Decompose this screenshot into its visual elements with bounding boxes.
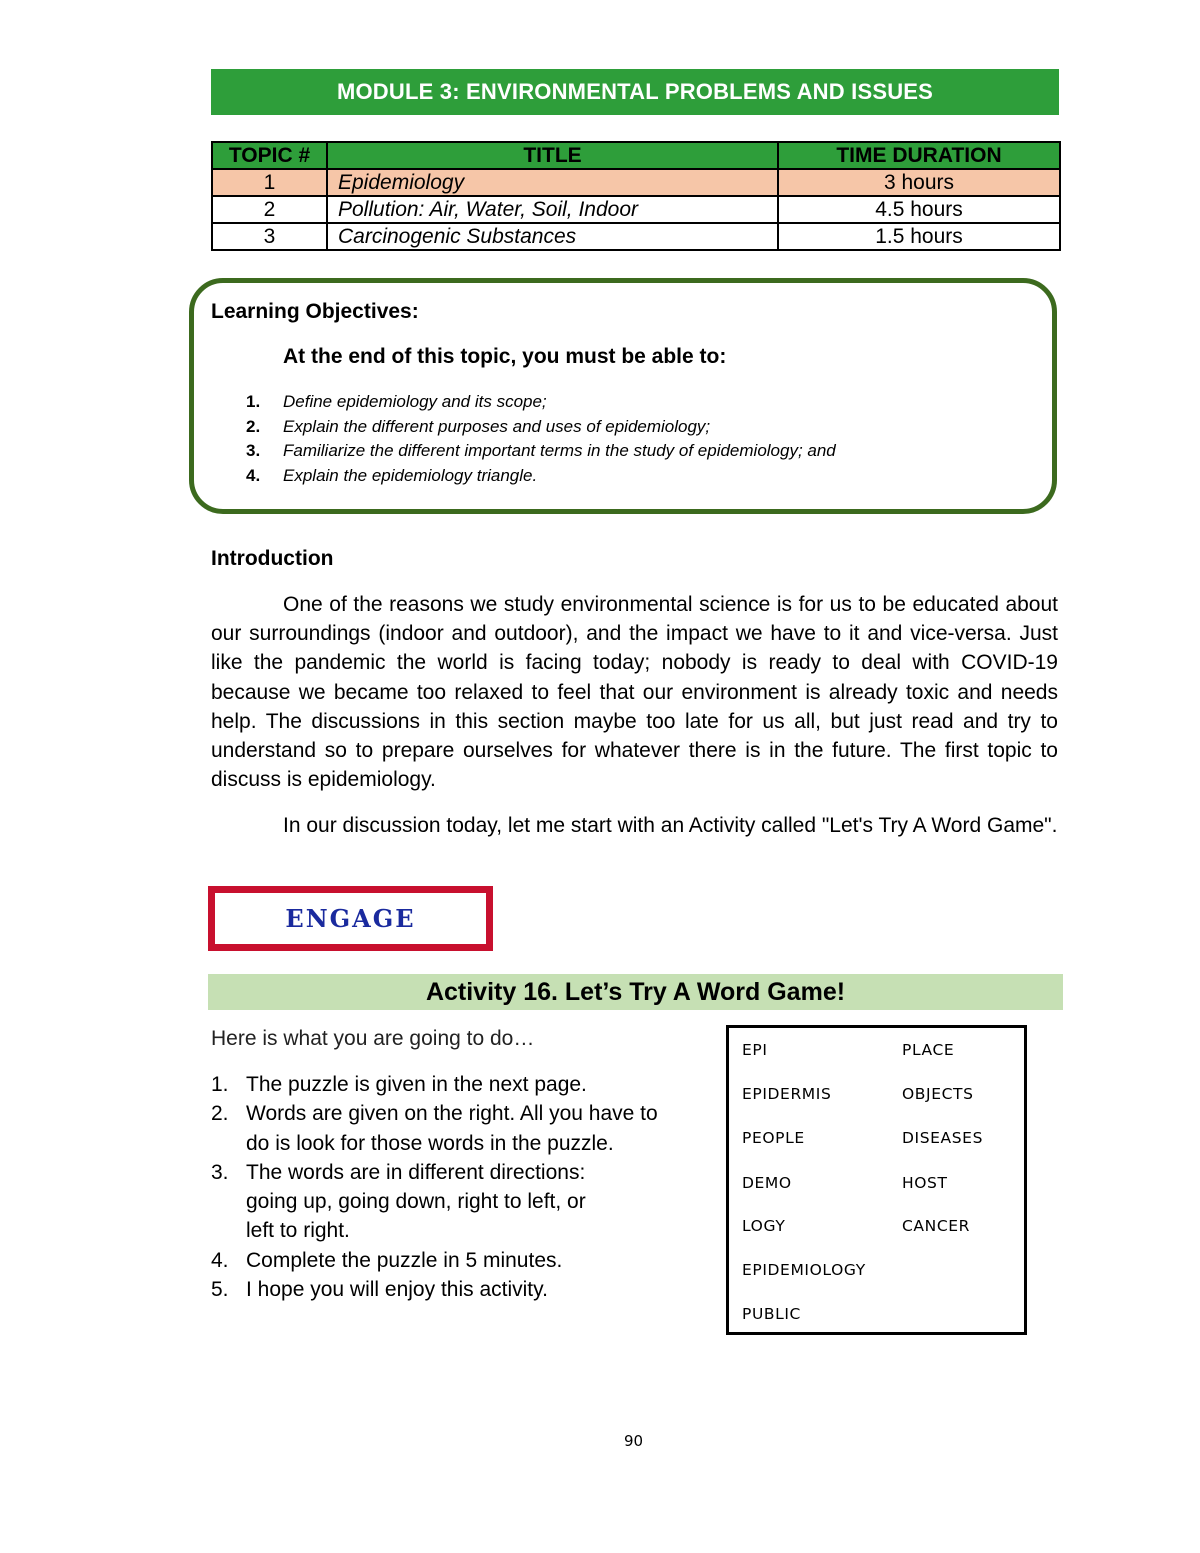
word-item: OBJECTS [902,1085,974,1103]
objective-number: 4. [246,465,261,485]
objective-text: Explain the epidemiology triangle. [283,465,538,485]
step-number: 4. [211,1248,229,1272]
table-row [212,196,1060,223]
activity-title: Activity 16. Let’s Try A Word Game! [425,977,846,1006]
list-item [246,439,836,464]
header-topic-number: TOPIC # [212,142,327,169]
page-number: 90 [623,1432,644,1450]
header-time-duration: TIME DURATION [778,142,1060,169]
topic-title: Carcinogenic Substances [327,223,778,250]
module-banner [211,69,1059,115]
list-item [246,464,836,489]
introduction-paragraph: One of the reasons we study environmental science is for us to be educated about our surroundings (indoor and outdoor), and the impact we have to it and vice-versa. Just like the pandemic the world is facing today; nobody is ready to deal with COVID-19 because we became too relaxed to feel that our environment is already toxic and needs help. The discussions in this section maybe too late for us all, but just read and try to understand so to prepare ourselves for whatever there is in the future. The first topic to discuss is epidemiology. [211,593,1058,792]
table-header-row [212,142,1060,169]
module-title: MODULE 3: ENVIRONMENTAL PROBLEMS AND ISSUES [336,79,934,104]
introduction-paragraph: In our discussion today, let me start with an Activity called "Let's Try A Word Game". [283,814,1058,837]
step-number: 1. [211,1073,229,1096]
step-number: 2. [211,1102,229,1126]
word-item: EPIDERMIS [742,1085,832,1103]
objectives-heading: Learning Objectives: [211,300,419,323]
topic-duration: 3 hours [778,169,1060,196]
instructions-list [211,1070,658,1304]
list-item [246,390,836,415]
objective-text: Define epidemiology and its scope; [283,392,547,411]
engage-box [208,886,493,951]
engage-label: ENGAGE [285,904,416,933]
list-item [211,1275,658,1304]
list-item [211,1099,658,1158]
topic-number: 2 [212,196,327,223]
step-text: I hope you will enjoy this activity. [246,1278,548,1302]
table-row [212,223,1060,250]
word-item: EPIDEMIOLOGY [742,1261,866,1279]
word-list-box [726,1025,1027,1335]
word-item: DISEASES [902,1129,984,1147]
step-text: The words are in different directions: going up, going down, right to left, or left to right. [246,1160,586,1243]
topic-duration: 4.5 hours [778,196,1060,223]
objectives-lead: At the end of this topic, you must be able to: [283,345,727,368]
list-item [211,1246,658,1275]
topic-title: Pollution: Air, Water, Soil, Indoor [327,196,778,223]
header-title: TITLE [327,142,778,169]
list-item [246,415,836,440]
word-item: DEMO [742,1174,792,1192]
table-row [212,169,1060,196]
topic-duration: 1.5 hours [778,223,1060,250]
step-number: 3. [211,1160,229,1184]
topic-number: 3 [212,223,327,250]
step-text: Complete the puzzle in 5 minutes. [246,1248,563,1272]
activity-banner [208,974,1063,1010]
step-text: The puzzle is given in the next page. [246,1073,587,1096]
objective-number: 2. [246,416,261,436]
step-text: Words are given on the right. All you have to do is look for those words in the puzzle. [246,1102,658,1155]
word-item: EPI [742,1041,768,1059]
word-item: PUBLIC [742,1305,801,1323]
objective-text: Familiarize the different important terms in the study of epidemiology; and [283,441,836,460]
step-number: 5. [211,1278,229,1302]
word-item: PEOPLE [742,1129,805,1147]
objective-number: 3. [246,441,261,460]
objective-text: Explain the different purposes and uses of epidemiology; [283,416,711,436]
topic-number: 1 [212,169,327,196]
word-item: LOGY [742,1217,786,1235]
list-item [211,1070,658,1099]
objective-number: 1. [246,392,261,411]
introduction-heading: Introduction [211,547,334,570]
word-item: PLACE [902,1041,955,1059]
list-item [211,1158,658,1246]
topic-title: Epidemiology [327,169,778,196]
word-item: HOST [902,1174,948,1192]
instructions-intro: Here is what you are going to do… [211,1027,535,1050]
word-item: CANCER [902,1217,971,1235]
objectives-list [246,390,836,488]
topic-table [211,141,1061,251]
